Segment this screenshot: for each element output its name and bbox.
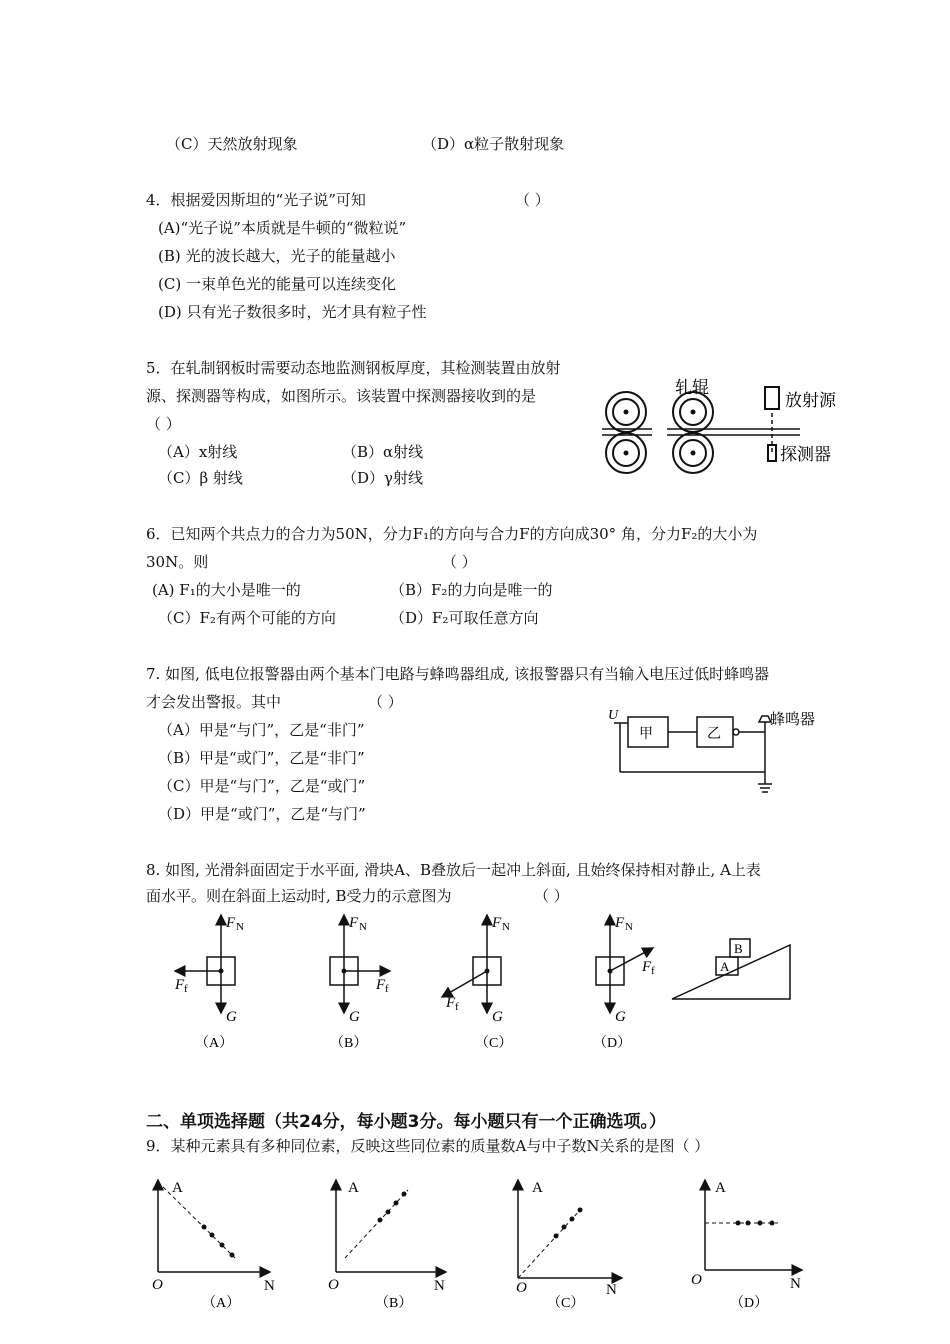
q9-label-a: （A） [202,1296,241,1311]
q7-option-d: （D）甲是“或门”，乙是“与门” [158,805,366,823]
q7-option-a: （A）甲是“与门”，乙是“非门” [158,721,365,739]
q7-alarm-circuit-figure [600,700,830,795]
q8-force-diagrams [150,905,800,1055]
q5-option-d: （D）γ射线 [342,469,423,487]
svg-text:G: G [615,1009,626,1025]
q7-gate1-label: 甲 [639,727,653,742]
svg-text:f: f [455,1001,459,1013]
svg-text:N: N [264,1278,275,1294]
svg-text:O: O [516,1280,527,1296]
svg-text:A: A [172,1180,183,1196]
q8-label-a: （A） [195,1036,234,1051]
q6-option-b: （B）F₂的力向是唯一的 [390,581,553,599]
svg-text:N: N [790,1276,801,1292]
q6-stem-line1: 6．已知两个共点力的合力为50N，分力F₁的方向与合力F的方向成30° 角，分力F₂的大小为 [146,525,758,543]
q7-input-label: U [608,708,619,723]
q6-option-d: （D）F₂可取任意方向 [390,609,539,627]
q3-option-d: （D）α粒子散射现象 [422,135,565,153]
q6-answer-blank: （ ） [442,553,477,571]
q9-label-c: （C） [547,1296,585,1311]
q8-label-b: （B） [330,1036,368,1051]
q8-stem-line2: 面水平。则在斜面上运动时, B受力的示意图为 [146,887,452,905]
q4-answer-blank: （ ） [515,191,550,209]
q7-buzzer-label: 蜂鸣器 [770,712,816,728]
q8-block-a-label: A [720,959,730,974]
q5-rolling-mill-figure [600,375,860,475]
q9-stem: 9．某种元素具有多种同位素，反映这些同位素的质量数A与中子数N关系的是图（ ） [146,1137,710,1155]
q3-option-c: （C）天然放射现象 [166,135,298,153]
q7-option-c: （C）甲是“与门”，乙是“或门” [158,777,366,795]
q8-incline-figure [672,939,790,999]
svg-text:f: f [385,983,389,995]
svg-text:G: G [226,1009,237,1025]
svg-text:f: f [651,965,655,977]
q5-stem-line2: 源、探测器等构成，如图所示。该装置中探测器接收到的是 [146,387,537,405]
svg-text:N: N [236,921,244,933]
q6-stem-line2: 30N。则 [146,553,209,571]
q5-option-a: （A）x射线 [158,443,238,461]
svg-text:A: A [532,1180,543,1196]
svg-text:G: G [349,1009,360,1025]
q8-label-d: （D） [593,1036,632,1051]
svg-text:N: N [606,1282,617,1298]
svg-text:F: F [349,915,359,931]
q8-label-c: （C） [475,1036,513,1051]
q5-stem-line1: 5．在轧制钢板时需要动态地监测钢板厚度，其检测装置由放射 [146,359,561,377]
section2-heading: 二、单项选择题（共24分，每小题3分。每小题只有一个正确选项。） [146,1112,666,1132]
q4-option-a: (A)“光子说”本质就是牛顿的“微粒说” [158,219,407,237]
svg-text:N: N [502,921,510,933]
svg-text:F: F [226,915,236,931]
q5-detector-label: 探测器 [780,445,831,464]
q8-stem-line1: 8. 如图, 光滑斜面固定于水平面, 滑块A、B叠放后一起冲上斜面, 且始终保持相对静止, A上表 [146,861,761,879]
q7-stem-line2: 才会发出警报。其中 [146,693,282,711]
q4-option-d: (D) 只有光子数很多时，光才具有粒子性 [158,303,427,321]
q9-label-b: （B） [375,1296,413,1311]
svg-text:F: F [492,915,502,931]
q7-gate2-label: 乙 [707,727,721,742]
svg-text:N: N [625,921,633,933]
q5-roller-label: 轧辊 [675,378,709,397]
q7-stem-line1: 7. 如图, 低电位报警器由两个基本门电路与蜂鸣器组成, 该报警器只有当输入电压过低时蜂鸣器 [146,665,770,683]
svg-text:O: O [691,1272,702,1288]
svg-text:A: A [715,1180,726,1196]
q9-graphs [150,1170,810,1330]
q5-option-b: （B）α射线 [342,443,424,461]
q7-option-b: （B）甲是“或门”，乙是“非门” [158,749,365,767]
svg-text:F: F [615,915,625,931]
svg-text:A: A [348,1180,359,1196]
q4-option-b: (B) 光的波长越大，光子的能量越小 [158,247,396,265]
svg-text:G: G [492,1009,503,1025]
q8-block-b-label: B [734,941,743,956]
svg-text:N: N [434,1278,445,1294]
svg-text:O: O [328,1277,339,1293]
q5-answer-blank: （ ） [146,415,181,433]
svg-text:F: F [446,995,456,1011]
svg-text:F: F [175,977,185,993]
q5-source-label: 放射源 [785,391,836,410]
q8-answer-blank: （ ） [534,887,569,905]
q4-stem: 4．根据爱因斯坦的“光子说”可知 [146,191,366,209]
q9-label-d: （D） [730,1296,769,1311]
q4-option-c: (C) 一束单色光的能量可以连续变化 [158,275,396,293]
svg-text:F: F [376,977,386,993]
q7-answer-blank: （ ） [368,693,403,711]
svg-text:F: F [642,959,652,975]
svg-text:N: N [359,921,367,933]
svg-text:f: f [184,983,188,995]
q5-option-c: （C）β 射线 [158,469,243,487]
q6-option-a: (A) F₁的大小是唯一的 [152,581,301,599]
q6-option-c: （C）F₂有两个可能的方向 [158,609,336,627]
svg-text:O: O [152,1277,163,1293]
